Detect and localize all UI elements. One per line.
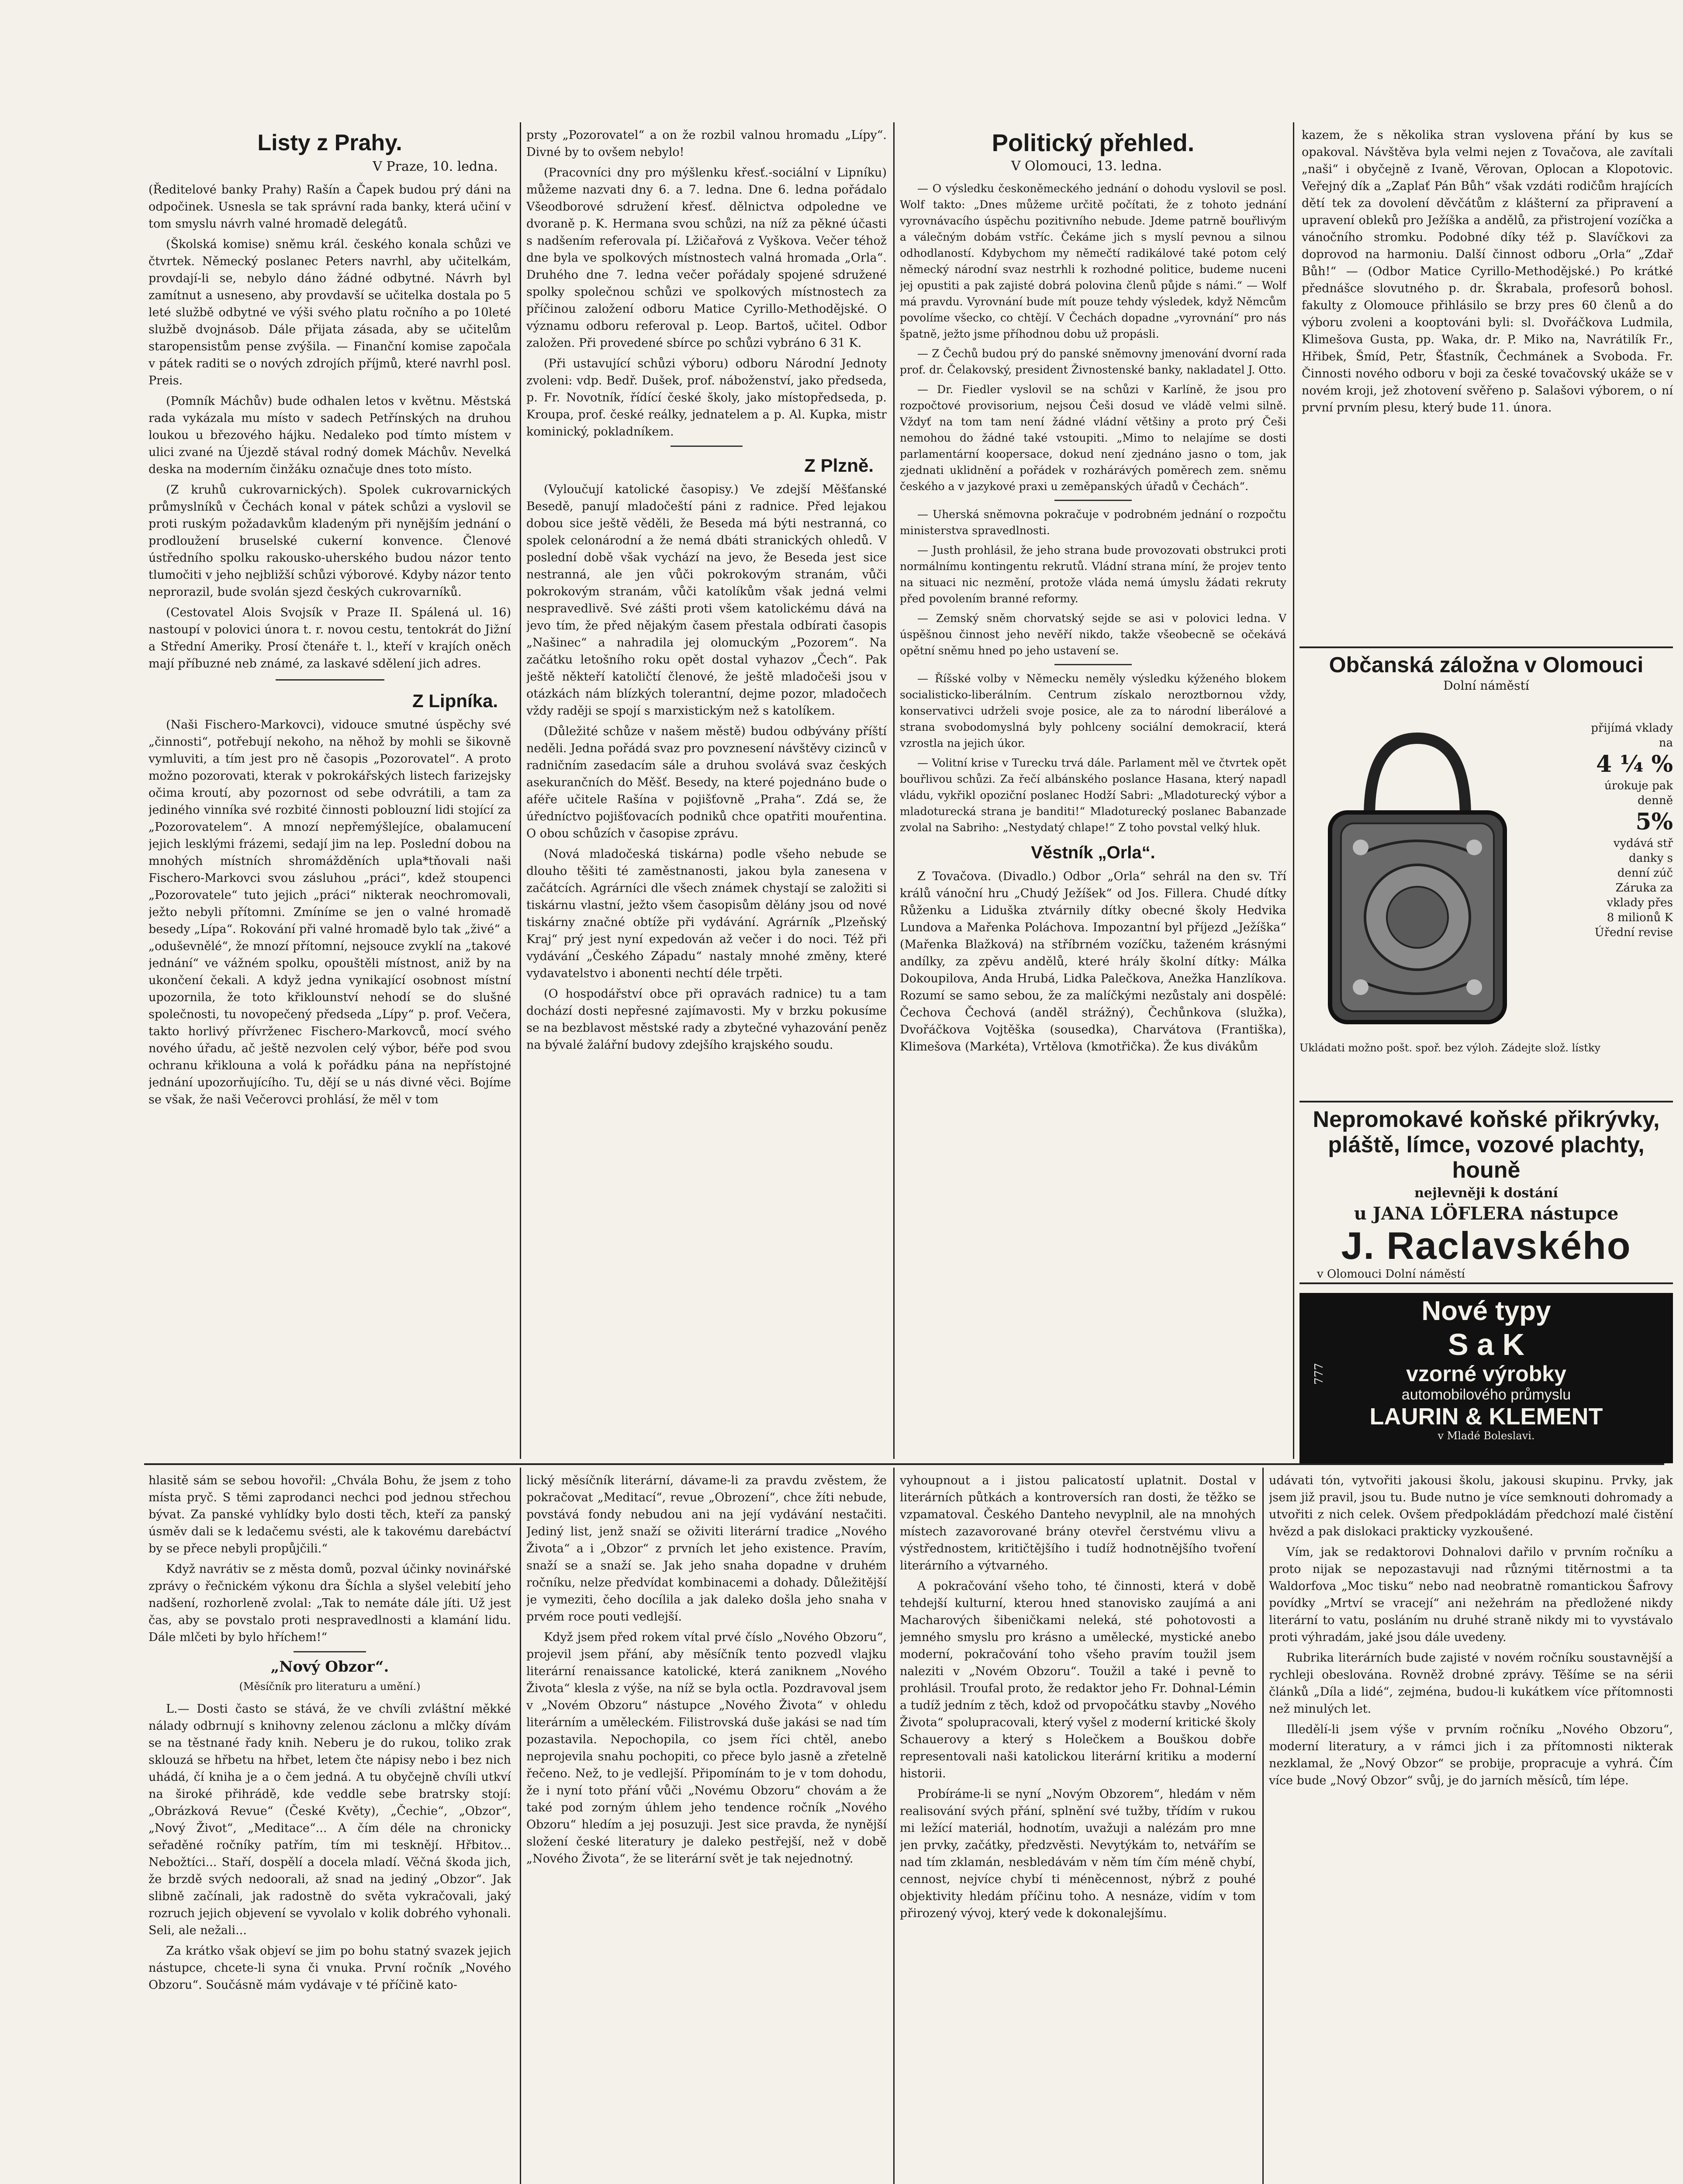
ad-laurin-klement bbox=[1299, 1293, 1673, 1463]
ad-bank-caption: Ukládati možno pošt. spoř. bez výloh. Zádejte slož. lístky bbox=[1299, 1042, 1601, 1054]
article-paragraph: udávati tón, vytvořiti jakousi školu, jakousi skupinu. Prvky, jak jsem již pravil, jsou tu. Bude nutno je více semknouti dohromady a utvořiti z nich celek. Ovšem předpokládám předchozí malé čistění hvězd a pak dislokaci prakticky vyzkoušené. bbox=[1269, 1474, 1673, 1538]
article-paragraph: — Volitní krise v Turecku trvá dále. Parlament měl ve čtvrtek opět bouřlivou schůzi. Za řečí albánského poslance Hasana, který napadl vládu, vykřikl opoziční poslanec Hodží Sabri: „Mladoturecký výbor a mladoturecká strana je banditi!“ Mladoturecký poslanec Babanzade zvolal na Sabriho: „Nestydatý chlape!“ Z toho povstal velký hluk. bbox=[900, 757, 1286, 834]
ad-sk-logo: S a K bbox=[1448, 1327, 1525, 1362]
ad-line: úrokuje pak bbox=[1604, 779, 1673, 792]
article-paragraph: prsty „Pozorovatel“ a on že rozbil valnou hromadu „Lípy“. Divné by to ovšem nebylo! bbox=[526, 128, 887, 159]
ad-line: vklady přes bbox=[1607, 896, 1673, 909]
ad-line: 8 milionů K bbox=[1607, 911, 1673, 924]
ad-sk-number: 777 bbox=[1312, 1363, 1326, 1385]
ad-sk-line1: Nové typy bbox=[1421, 1296, 1551, 1326]
article-paragraph: Když jsem před rokem vítal prvé číslo „Nového Obzoru“, projevil jsem přání, aby měsíčník tento pozvedl vlajku literární renaissance katolické, která zaniknem „Nového Života“ klesla z výše, na níž se byla octla. Pozdravoval jsem v „Novém Obzoru“ nástupce „Nového Života“ v ohledu literárním a uměleckém. Filistrovská duše jakási se nad tím pozastavila. Nepochopila, co jsem říci chtěl, anebo neprojevila snahu pochopiti, co přece bylo jasně a zřetelně řečeno. Než, to je vedlejší. Připomínám to je v tom dohodu, že i nyní toto přání vůči „Novému Obzoru“ chovám a že také pod zorným úhlem jeho tendence ročník „Nového Obzoru“ hledím a jej posuzuji. Jest sice pravda, že nynější složení české literatury je daleko pestřejší, než v době „Nového Života“, že se literární svět je tak nejednotný. bbox=[526, 1631, 887, 1866]
column-4-text bbox=[1302, 127, 1673, 642]
lower-column-2 bbox=[526, 1472, 887, 2184]
article-paragraph: (Z kruhů cukrovarnických). Spolek cukrovarnických průmyslníků v Čechách konal v pátek schůzi a vyslovil se proti ruským požadavkům kladeným při nynějším jednání o prodloužení bruselské cukerní konvence. Členové ústředního spolku rakousko-uherského budou názor tento tlumočiti v jeho nejbližší schůzi výborové. Kdyby názor tento neprorazil, bude svolán sjezd českých cukrovarníků. bbox=[149, 483, 511, 599]
article-paragraph: Z Tovačova. (Divadlo.) Odbor „Orla“ sehrál na den sv. Tří králů vánoční hru „Chudý Ježíšek“ od Jos. Fillera. Chudé dítky Růženku a Liduška ztvárnily dítky obecné školy Hedvika Lundova a Mařenka Poláchova. Impozantní byl příjezd „Ježíška“ (Mařenka Blažková) na stříbrném vozíčku, taženém krásnými andílky, za zpěvu andělů, které hrály školní dítky: Málka Dokoupilova, Anda Hrubá, Lidka Palečkova, Anežka Hanzlíkova. Rozumí se samo sebou, že za malíčkými nezůstaly ani dospělé: Čechova Čechová (anděl strážný), Čechůnkova (služka), Dvořáčkova Vojtěška (sousedka), Charvátova (Františka), Klimešova (Markéta), Vrtělova (kmotřička). Že kus divákům bbox=[900, 870, 1286, 1054]
column-rule bbox=[1262, 1468, 1264, 2184]
column-rule bbox=[893, 1468, 895, 2184]
article-paragraph: — O výsledku českoněmeckého jednání o dohodu vyslovil se posl. Wolf takto: „Dnes můžeme určitě počítati, že z tohoto jednání vyrovnávacího úspěchu pozitivního nebude. Jdeme patrně bouřlivým a válečným dobám vstříc. Čekáme jich s myslí pevnou a silnou odhodlaností. Kdybychom my němečtí radikálové také potom celý německý národní svaz nestrhli k rozhodné politice, budeme nuceni jej opustiti a pak zajisté dobrá polovina členů půjde s námi.“ — Wolf má pravdu. Vyrovnání bude mít pouze tehdy výsledek, když Němcům povolíme všecko, co chtějí. V Čechách dopadne „vyrovnání“ pro nás špatně, ježto jsme příhodnou dobu už propásli. bbox=[900, 182, 1286, 340]
article-paragraph: (Důležité schůze v našem městě) budou odbývány příští neděli. Jedna pořádá svaz pro povznesení návštěvy cizinců v radničním zasedacím sále a druhou svolává svaz českých asekurančních do Měšť. Besedy, na které pojednáno bude o aféře učitele Rašína v pojišťovně „Praha“. Zdá se, že úředníctvo pojišťovacích podniků chce opatřiti mouřentina. O obou schůzích v časopise zprávu. bbox=[526, 725, 887, 840]
subtitle-novy-obzor: (Měsíčník pro literaturu a umění.) bbox=[239, 1680, 421, 1693]
ad-covers-title: Nepromokavé koňské přikrývky, pláště, límce, vozové plachty, houně bbox=[1313, 1107, 1660, 1183]
article-paragraph: kazem, že s několika stran vyslovena přání by kus se opakoval. Návštěva byla velmi nejen z Tovačova, ale zavítali „naši“ i obyčejně z Ivaně, Věrovan, Oplocan a Klopotovic. Veřejný dík a „Zaplať Pán Bůh“ však vzdáti rodičům hrajících dětí tek za dovolení děvčátům z klášterní za připravení a upravení obleků pro Ježíška a andělů, za přistrojení vozíčka a vánočního stromku. Podobné díky též p. Slavíčkovi za doprovod na harmoniu. Další činnost odboru „Orla“ „Zdař Bůh!“ — (Odbor Matice Cyrillo-Methodějské.) Po krátké přednášce slovutného p. dr. Škrabala, profesorů bohosl. fakulty z Olomouce přihlásilo se brzy pres 60 členů a do výboru zvoleni a kooptováni byli: sl. Dvořáčkova Ludmila, Klimešova Gusta, pp. Waka, dr. P. Miko na, Navrátilík Fr., Hřibek, Šmíd, Petr, Šťastník, Čechmánek a Svoboda. Fr. Činnosti nového odboru v boji za české tovačovský ukáže se v novém kroji, jež zhotovení svěřeno p. Salašovi výborem, o ní první prvním plesu, který bude 11. února. bbox=[1302, 128, 1673, 415]
article-paragraph: Když navrátiv se z města domů, pozval účinky novinářské zprávy o řečnickém výkonu dra Šíchla a slyšel velebití jeho nadšení, rozhorleně zvolal: „Tak to nemáte dále jíti. Už jest čas, aby se povstalo proti nespravedlnosti a klamání lidu. Dále mlčeti by bylo hříchem!“ bbox=[149, 1562, 511, 1644]
article-paragraph: Probíráme-li se nyní „Novým Obzorem“, hledám v něm realisování svých přání, splnění své tužby, třídím v rukou mi ležící materiál, hodnotím, uvažuji a nalézám pro mne jen prvky, začátky, předzvěsti. Nevytýkám to, netvářím se nad tím zklamán, nesbledávám v něm tím čím méně chybí, cennost, nejvíce chybí ti méněcennost, nýbrž z pouhé objektivity hledám příčinu toho. A nesnáze, vidím v tom přirozený vývoj, který vede k dokonalejšímu. bbox=[900, 1787, 1256, 1920]
column-rule bbox=[520, 1468, 521, 2184]
ad-covers-firm: u JANA LÖFLERA nástupce bbox=[1354, 1203, 1619, 1224]
headline-listy-z-prahy: Listy z Prahy. bbox=[257, 130, 402, 156]
article-paragraph: A pokračování všeho toho, té činnosti, která v době tehdejší kulturní, kterou hned stanovisko zaujímá a ani Macharových šibeničkami neleká, sté pohotovosti a jemného smyslu pro krásno a umělecké, mystické anebo moderní, pokračování toho všeho pravím toužil jsem naleziti v „Novém Obzoru“. Toužil a také i pevně to prohlásil. Troufal proto, že redaktor jeho Fr. Dohnal-Lémin a tudíž jedním z těch, kdož od prvopočátku stavby „Nového Života“ spolupracovali, který vyšel z moderní kritické školy Schauerovy a který s Holečkem a Bouškou dobře representovali naši katolickou literární kritiku a moderní historii. bbox=[900, 1579, 1256, 1780]
ad-line: Úřední revise bbox=[1594, 926, 1673, 939]
article-paragraph: Vím, jak se redaktorovi Dohnalovi dařilo v prvním ročníku a proto nijak se nepozastavuji nad různými titěrnostmi a ta Waldorfova „Moc tisku“ nebo nad neobratně romantickou Šafrovy povídky „Mrtví se vracejí“ ani nežehrám na předložené nikdy literární to vatu, posláním nu druhé straně nikdy mi to vyvstávalo proti výhradám, jaké jsou dále uvedeny. bbox=[1269, 1545, 1673, 1644]
ad-line: Záruka za bbox=[1615, 881, 1673, 895]
column-listy-z-prahy bbox=[149, 127, 511, 1461]
ad-line: denní zúč bbox=[1617, 867, 1673, 880]
article-paragraph: Illedělí-li jsem výše v prvním ročníku „Nového Obzoru“, moderní literatury, a v rámci jich i za přítomnosti nikterak nezklamal, že „Nový Obzor“ se probije, propracuje a vyhrá. Čím více bude „Nový Obzor“ svůj, je do jarních měsíců, tím lépe. bbox=[1269, 1723, 1673, 1787]
article-paragraph: — Justh prohlásil, že jeho strana bude provozovati obstrukci proti normálnímu kontingentu rekrutů. Vládní strana míní, že projev tento na situaci nic nezmění, protože vláda nemá úmyslu žádati rekruty před povolením branné reformy. bbox=[900, 544, 1286, 605]
article-paragraph: (Při ustavující schůzi výboru) odboru Národní Jednoty zvoleni: vdp. Bedř. Dušek, prof. náboženství, jako předseda, p. Fr. Novotník, řídící české školy, jako místopředseda, p. Kroupa, prof. české reálky, jednatelem a p. Al. Kupka, mistr kominický, pokladníkem. bbox=[526, 357, 887, 439]
ad-sk-town: v Mladé Boleslavi. bbox=[1438, 1430, 1535, 1442]
ad-rate: 4 ¼ % bbox=[1596, 751, 1673, 778]
article-paragraph: Za krátko však objeví se jim po bohu statný svazek jejich nástupce, chcete-li syna či vnuka. První ročník „Nového Obzoru“. Součásně mám vydávaje v té příčině kato- bbox=[149, 1944, 511, 1992]
lower-column-1 bbox=[149, 1472, 511, 2184]
ad-sk-line4: automobilového průmyslu bbox=[1401, 1386, 1571, 1403]
article-paragraph: hlasitě sám se sebou hovořil: „Chvála Bohu, že jsem z toho místa pryč. S těmi zaprodanci nechci pod jednou střechou bývat. Za panské vyhlídky bylo dosti těch, kteří za panský úsměv dali se k ledačemu svésti, ale k takovému darebáctví by se přece nebyli propůjčili.“ bbox=[149, 1474, 511, 1555]
ad-bank-title: Občanská záložna v Olomouci bbox=[1299, 646, 1673, 678]
article-paragraph: (Pomník Máchův) bude odhalen letos v květnu. Městská rada vykázala mu místo v sadech Petřínských na druhou loukou u březového hájku. Nedaleko pod tímto místem v ulici zvané na Újezdě stával rodný domek Máchův. Nevelká deska na moderním činžáku označuje dnes toto místo. bbox=[149, 394, 511, 476]
article-paragraph: L.— Dosti často se stává, že ve chvíli zvláštní měkké nálady odbrnují s knihovny zelenou záclonu a mlčky dívám se na těstnané řady knih. Neberu je do rukou, toliko zrak sklouzá se hřbetu na hřbet, letem čte nápisy nebo i bez nich uhádá, čí kniha je a o čem jedná. A tu obyčejně chvíli utkví na široké přihrádě, kde veddle sebe bratrsky stojí: „Obrázková Revue“ (České Květy), „Čechie“, „Obzor“, „Nový Život“, „Meditace“... A čím déle na chronicky seřaděné ročníky patřím, tím mi tesknějí. Hřbitov... Nebožtíci... Staří, dospělí a docela mladí. Věčná škoda jich, že brzdě svých nedoorali, až snad na jediný „Obzor“. Jak slibně začínali, jak radostně do světa vykračovali, jaký rozruch jejich objevení se vyvolalo v kolik dobrého vyhonali. Seli, ale nežali... bbox=[149, 1702, 511, 1937]
ad-bank-address: Dolní náměstí bbox=[1443, 678, 1529, 693]
divider bbox=[276, 679, 384, 681]
lower-column-3 bbox=[900, 1472, 1256, 2184]
article-paragraph: (Naši Fischero-Markovci), vidouce smutné úspěchy své „činnosti“, potřebují nekoho, na něhož by mohli se šikovně vymluviti, a tím jest pro ně časopis „Pozorovatel“. A proto možno pozorovati, kterak v pokrokářských listech farizejsky očima kroutí, aby pozornost od sebe odvrátili, a tam za jediného vinníka své rozbité činnosti poblouzní lidi stojící za „Pozorovatelem“. A mnozí nepřemýšlejíce, obalamucení jejich lesklými frázemi, sedají jim na lep. Poslední dobou na mnohých místních shromážděních upla*tňovali naši Fischero-Markovci svou zásluhou „práci“, kdež stoupenci „Pozorovatele“ tuto jejich „práci“ nikterak neochromovali, ježto nebyli přítomni. Zmíníme se jen o valné hromadě besedy „Lípa“. Rokování při valné hromadě bylo tak „živé“ a „oduševnělé“, že mnozí přítomní, nejsouce zvyklí na „takové jednání“ ve vážném spolku, opouštěli místnost, aniž by na ukončení čekali. A když jedna vynikající osobnost místní upozornila, že toto křiklounství nehodí se do slušné společnosti, tu novopečený předseda „Lípy“ p. prof. Večera, takto horlivý přívrženec Fischero-Markovců, mocí svého nového úřadu, ač ještě nezvolen celý výbor, béře pod svou ochranu křiklouna a volá k pořádku pána na nepřístojné jednání upozorňujícího. Tu, dějí se u nás divné věci. Bojíme se však, že naši Večerovci prohlásí, že měl v tom bbox=[149, 718, 511, 1106]
ad-covers-address: v Olomouci Dolní náměstí bbox=[1317, 1268, 1465, 1281]
article-paragraph: lický měsíčník literární, dávame-li za pravdu zvěstem, že pokračovat „Meditací“, revue „Obrození“, chce žíti nebude, povstává fondy nebudou ani na její vydávání nestačiti. Jediný list, jenž snaží se oživiti literární tradice „Nového Života“ a i „Obzor“ z prvních let jeho existence. Pravím, snaží se a snaží se. Jak jeho snaha dopadne v druhém ročníku, nelze předvídat kombinacemi a dohady. Důležitější je vymeziti, čeho docílila a jak daleko došla jeho snaha v prvém roce pouti vedlejší. bbox=[526, 1474, 887, 1624]
ad-line: přijímá vklady bbox=[1591, 722, 1673, 735]
article-paragraph: — Dr. Fiedler vyslovil se na schůzi v Karlíně, že jsou pro rozpočtové provisorium, nejsou Češi dosud ve vládě velmi silně. Vždyť na tom tam není žádné vládní většiny a proto prý Češi nemohou do žádné také vstoupiti. „Mimo to nelajíme se dosti parlamentární koopersace, dokud není zjednáno jasno o tom, jak zjednati uklidnění a pořádek v rozhárávých poměrech zem. sněmu českého a v jazykové praxi u zeměpanských úřadů v Čechách“. bbox=[900, 383, 1286, 493]
ad-sk-brand: LAURIN & KLEMENT bbox=[1369, 1403, 1603, 1430]
ad-line: vydává stř bbox=[1613, 837, 1673, 850]
ad-covers-sub: nejlevněji k dostání bbox=[1414, 1185, 1558, 1201]
lower-column-4 bbox=[1269, 1472, 1673, 2184]
dateline: V Olomouci, 13. ledna. bbox=[1011, 159, 1162, 174]
column-rule bbox=[520, 122, 521, 1459]
headline-z-plzne: Z Plzně. bbox=[804, 455, 874, 476]
article-paragraph: (Cestovatel Alois Svojsík v Praze II. Spálená ul. 16) nastoupí v polovici února t. r. novou cestu, tentokrát do Jižní a Střední Ameriky. Prosí čtenáře t. l., kteří v krajích oněch mají příbuzné neb známé, za laskavé sdělení jich adres. bbox=[149, 606, 511, 670]
article-paragraph: — Uherská sněmovna pokračuje v podrobném jednání o rozpočtu ministerstva spravedlnosti. bbox=[900, 508, 1286, 537]
article-paragraph: — Z Čechů budou prý do panské sněmovny jmenování dvorní rada prof. dr. Čelakovský, president Živnostenské banky, nakladatel J. Otto. bbox=[900, 347, 1286, 376]
ad-raclavsky bbox=[1299, 1101, 1673, 1284]
ad-obcanska-zalozna bbox=[1299, 646, 1673, 1092]
article-paragraph: (Školská komise) sněmu král. českého konala schůzi ve čtvrtek. Německý poslanec Peters navrhl, aby učitelkám, provdají-li se, nebylo dáno žádné odbytné. Návrh byl zamítnut a usneseno, aby provdavší se učitelka dostala po 5 leté službě odbytné ve výši svého platu ročního a po 10leté službě dvojnásob. Dále přijata zásada, aby se učitelům staropensistům pense zvýšila. — Finanční komise započala v pátek raditi se o nových zdrojích příjmů, které navrhl posl. Preis. bbox=[149, 238, 511, 387]
ad-line: na bbox=[1659, 736, 1673, 750]
column-rule bbox=[1293, 122, 1294, 1459]
article-paragraph: (Vyloučují katolické časopisy.) Ve zdejší Měšťanské Besedě, panují mladočeští páni z radnice. Před lejakou dobou sice ještě věděli, že Beseda má býti nestranná, co spolek celonárodní a že nemá dbáti stranických ohledů. V poslední době však vychází na jevo, že Beseda jest sice nestranná, ale jen vůči pokrokovým stranám, vůči pokrokovým stranám, vůči katolíkům však jedná velmi nespravedlivě. Své zášti proti všem katolickému dává na jevo tím, že před nějakým časem přestala odbírati časopis „Našinec“ a nahradila jej olomuckým „Pozorem“. Na začátku letošního roku opět dostal vyhazov „Čech“. Pak ještě někteří katoličtí členové, že ještě mladočeši jsou v otázkách nám blízkých tolerantní, dejme pozor, mladočech vždy raději se spojí s marxistickým než s katolíkem. bbox=[526, 483, 887, 718]
article-paragraph: — Zemský sněm chorvatský sejde se asi v polovici ledna. V úspěšnou činnost jeho nevěří nikdo, takže všeobecně se očekává opětní sněmu hned po jeho ustavení se. bbox=[900, 612, 1286, 657]
article-paragraph: Rubrika literárních bude zajisté v novém ročníku soustavnější a rychleji obeslována. Rovněž drobné zprávy. Těšíme se na sérii článků „Díla a lidé“, zejména, budou-li kukátkem více přítomnosti než minulých let. bbox=[1269, 1651, 1673, 1716]
column-rule bbox=[893, 122, 895, 1459]
dateline: V Praze, 10. ledna. bbox=[373, 159, 498, 174]
ad-sk-line3: vzorné výrobky bbox=[1406, 1362, 1566, 1386]
divider bbox=[670, 446, 743, 447]
ad-line: danky s bbox=[1629, 852, 1673, 865]
headline-politicky-prehled: Politický přehled. bbox=[992, 129, 1195, 156]
headline-novy-obzor: „Nový Obzor“. bbox=[270, 1658, 389, 1676]
section-rule bbox=[144, 1463, 1664, 1465]
headline-vestnik-orla: Věstník „Orla“. bbox=[1031, 843, 1155, 862]
headline-z-lipnika: Z Lipníka. bbox=[412, 691, 498, 711]
article-paragraph: vyhoupnout a i jistou palicatostí uplatnit. Dostal v literárních půtkách a kontroversích ran dosti, že těžko se vzpamatoval. Českého Danteho nevyplnil, ale na mnohých místech zazavorované brány otevřel čerstvému vlivu a výstřednostem, kritičtějšího i tudíž hodnotnějšího tvoření literárního a výtvarného. bbox=[900, 1474, 1256, 1572]
divider bbox=[294, 1651, 366, 1652]
divider bbox=[1054, 664, 1132, 665]
column-politicky-prehled bbox=[900, 127, 1286, 1461]
article-paragraph: (O hospodářství obce při opravách radnice) tu a tam dochází dosti nepřesné zajímavosti. My v brzku pokusíme se na bezblavost městské rady a zbytečné vyhazování peněz na bývalé žalářní budovy zdejšího krajského soudu. bbox=[526, 987, 887, 1052]
article-paragraph: (Ředitelové banky Prahy) Rašín a Čapek budou prý dáni na odpočinek. Usnesla se tak správní rada banky, která učiní v tom smyslu návrh valné hromadě delegátů. bbox=[149, 183, 511, 231]
ad-bank-side-text bbox=[1586, 721, 1673, 940]
article-paragraph: — Říšské volby v Německu neměly výsledku kýženého blokem socialisticko-liberálním. Centrum získalo neroztbornou vždy, konservativci udrželi svoje posice, ale za to národní liberálové a strana svobodomyslná byly pohlceny sociální demokracií, která vzrostla na jejich úkor. bbox=[900, 672, 1286, 750]
article-paragraph: (Nová mladočeská tiskárna) podle všeho nebude se dlouho těšiti té zaměstnanosti, jakou byla zanesena v začátcích. Agrárníci dle všech známek chystají se založiti si tiskárnu vlastní, ježto všem časopisům dělány jsou od nové tiskárny značné obtíže při vydávání. Agrárník „Plzeňský Kraj“ prý jest nyní expedován až večer i do noci. Též při vydávání „Českého Západu“ nastaly mnohé změny, které vydavatelstvo i abonenti nechtí déle trpěti. bbox=[526, 847, 887, 980]
ad-rate: 5% bbox=[1635, 809, 1673, 835]
ad-covers-name: J. Raclavského bbox=[1341, 1224, 1631, 1267]
article-paragraph: (Pracovníci dny pro mýšlenku křesť.-sociální v Lipníku) můžeme nazvati dny 6. a 7. ledna. Dne 6. ledna pořádalo Všeodborové sdružení křesť. dělnictva odpoledne ve dvoraně p. K. Hermana svou schůzi, na níž za pěkné účasti s nadšením referovala pí. Lžičařová z Vyškova. Večer téhož dne byla ve spolkových místnostech valná hromada „Orla“. Druhého dne 7. ledna večer pořádaly spojené sdružené spolky společnou schůzi ve spolkových místnostech za příčinou založení odboru Matice Cyrillo-Methodějské. O významu odboru referoval p. Leop. Bartoš, učitel. Odbor založen. Při provedené sbírce po schůzi vybráno 6 31 K. bbox=[526, 166, 887, 350]
column-2 bbox=[526, 127, 887, 1461]
ad-line: denně bbox=[1638, 794, 1673, 807]
divider bbox=[1054, 500, 1132, 501]
handbag-illustration bbox=[1304, 721, 1531, 1035]
